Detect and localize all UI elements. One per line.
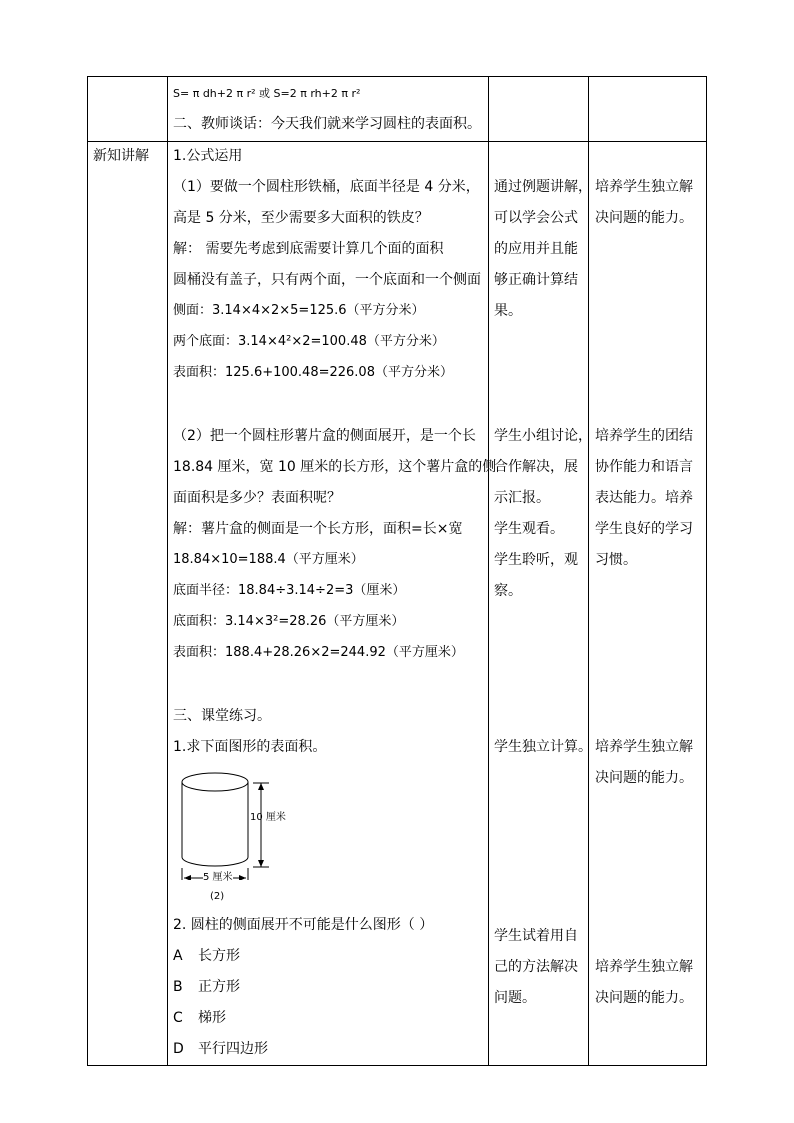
design-intent-4-line2: 决问题的能力。 bbox=[595, 990, 693, 1006]
design-intent-3-line2: 决问题的能力。 bbox=[595, 770, 693, 786]
option-c-letter: C bbox=[173, 1010, 183, 1026]
student-activity-2-line6: 察。 bbox=[494, 583, 522, 599]
section-label: 新知讲解 bbox=[93, 148, 149, 164]
student-activity-2-line3: 示汇报。 bbox=[494, 490, 550, 506]
example1-solution-line5: 表面积：125.6+100.48=226.08（平方分米） bbox=[173, 365, 453, 380]
example2-solution-line2: 18.84×10=188.4（平方厘米） bbox=[173, 552, 364, 567]
example1-question-line1: （1）要做一个圆柱形铁桶，底面半径是 4 分米， bbox=[173, 179, 480, 195]
design-intent-1-line1: 培养学生独立解 bbox=[595, 179, 693, 195]
student-activity-1-line3: 的应用并且能 bbox=[494, 241, 578, 257]
design-intent-4-line1: 培养学生独立解 bbox=[595, 959, 693, 975]
option-a-letter: A bbox=[173, 948, 183, 964]
option-c-text: 梯形 bbox=[198, 1010, 226, 1026]
table-border-right bbox=[706, 76, 707, 1066]
option-b-letter: B bbox=[173, 979, 183, 995]
figure-caption: (2) bbox=[210, 891, 225, 902]
practice-question-1: 1.求下面图形的表面积。 bbox=[173, 739, 327, 755]
cylinder-bottom-arc bbox=[182, 857, 248, 866]
table-divider-col3 bbox=[588, 76, 589, 1066]
formula-title: 1.公式运用 bbox=[173, 148, 243, 164]
option-a-text: 长方形 bbox=[198, 948, 240, 964]
figure-diameter-label: 5 厘米 bbox=[203, 870, 233, 886]
table-row-divider bbox=[87, 141, 707, 142]
figure-height-label: 10 厘米 bbox=[250, 812, 286, 823]
design-intent-2-line3: 表达能力。培养 bbox=[595, 490, 693, 506]
example2-question-line1: （2）把一个圆柱形薯片盒的侧面展开，是一个长 bbox=[173, 428, 476, 444]
table-divider-col2 bbox=[488, 76, 489, 1066]
design-intent-1-line2: 决问题的能力。 bbox=[595, 210, 693, 226]
design-intent-2-line4: 学生良好的学习 bbox=[595, 521, 693, 537]
height-arrow-bottom bbox=[258, 860, 264, 867]
student-activity-4-line1: 学生试着用自 bbox=[494, 928, 578, 944]
student-activity-1-line2: 可以学会公式 bbox=[494, 210, 578, 226]
student-activity-1-line1: 通过例题讲解， bbox=[494, 179, 592, 195]
student-activity-4-line2: 己的方法解决 bbox=[494, 959, 578, 975]
student-activity-1-line4: 够正确计算结 bbox=[494, 272, 578, 288]
example2-solution-line5: 表面积：188.4+28.26×2=244.92（平方厘米） bbox=[173, 645, 464, 660]
option-d-text: 平行四边形 bbox=[198, 1041, 268, 1057]
student-activity-3-line1: 学生独立计算。 bbox=[494, 739, 592, 755]
option-b-text: 正方形 bbox=[198, 979, 240, 995]
student-activity-2-line5: 学生聆听，观 bbox=[494, 552, 578, 568]
student-activity-2-line2: 合作解决，展 bbox=[494, 459, 578, 475]
design-intent-2-line1: 培养学生的团结 bbox=[595, 428, 693, 444]
practice-title: 三、课堂练习。 bbox=[173, 708, 271, 724]
example1-solution-line1: 解： 需要先考虑到底需要计算几个面的面积 bbox=[173, 241, 444, 257]
example1-solution-line4: 两个底面：3.14×4²×2=100.48（平方分米） bbox=[173, 334, 445, 349]
table-border-left bbox=[87, 76, 88, 1066]
table-divider-col1 bbox=[167, 76, 168, 1066]
table-border-top bbox=[87, 76, 707, 77]
table-border-bottom bbox=[87, 1065, 707, 1066]
student-activity-1-line5: 果。 bbox=[494, 303, 522, 319]
formula-line: S= π dh+2 π r² 或 S=2 π rh+2 π r² bbox=[173, 87, 361, 100]
cylinder-top-ellipse bbox=[182, 773, 248, 791]
practice-question-2: 2. 圆柱的侧面展开不可能是什么图形（ ） bbox=[173, 917, 434, 933]
student-activity-2-line4: 学生观看。 bbox=[494, 521, 564, 537]
student-activity-4-line3: 问题。 bbox=[494, 990, 536, 1006]
design-intent-2-line2: 协作能力和语言 bbox=[595, 459, 693, 475]
example2-solution-line3: 底面半径：18.84÷3.14÷2=3（厘米） bbox=[173, 583, 406, 598]
example1-solution-line3: 侧面：3.14×4×2×5=125.6（平方分米） bbox=[173, 303, 425, 318]
design-intent-3-line1: 培养学生独立解 bbox=[595, 739, 693, 755]
height-arrow-top bbox=[258, 783, 264, 790]
example2-question-line3: 面面积是多少？表面积呢？ bbox=[173, 490, 341, 506]
design-intent-2-line5: 习惯。 bbox=[595, 552, 637, 568]
student-activity-2-line1: 学生小组讨论， bbox=[494, 428, 592, 444]
example2-solution-line1: 解：薯片盒的侧面是一个长方形，面积=长×宽 bbox=[173, 521, 463, 537]
example2-question-line2: 18.84 厘米，宽 10 厘米的长方形，这个薯片盒的侧 bbox=[173, 459, 497, 475]
example1-question-line2: 高是 5 分米，至少需要多大面积的铁皮？ bbox=[173, 210, 429, 226]
option-d-letter: D bbox=[173, 1041, 184, 1057]
example2-solution-line4: 底面积：3.14×3²=28.26（平方厘米） bbox=[173, 614, 405, 629]
example1-solution-line2: 圆桶没有盖子，只有两个面，一个底面和一个侧面 bbox=[173, 272, 481, 288]
teacher-talk: 二、教师谈话：今天我们就来学习圆柱的表面积。 bbox=[173, 116, 481, 132]
